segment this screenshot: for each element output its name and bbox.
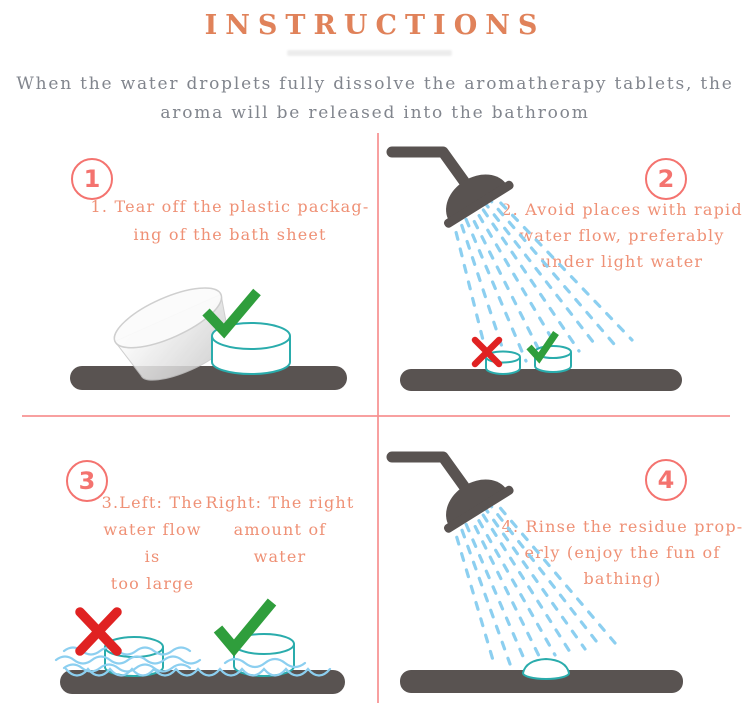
step-3-left-line-1: 3.Left: The	[101, 493, 204, 512]
subtitle-line-1: When the water droplets fully dissolve the aromatherapy tablets, the	[16, 74, 734, 94]
dissolving-tablet-icon	[523, 659, 569, 679]
step-3-illustration	[56, 602, 345, 694]
step-4-caption-line-2: erly (enjoy the fun of	[524, 543, 721, 562]
step-3-left-line-3: too large	[110, 574, 195, 593]
step-4-caption-line-3: bathing)	[583, 569, 662, 588]
step-4-caption-line-1: 4. Rinse the residue prop-	[501, 517, 744, 536]
step-3-right-line-3: water	[253, 547, 307, 566]
shelf-bar	[70, 366, 347, 390]
step-2-illustration	[392, 152, 682, 391]
step-2-caption-line-3: under light water	[540, 252, 704, 271]
step-3-number-badge: 3	[66, 460, 108, 502]
step-1-caption-line-1: 1. Tear off the plastic packag-	[90, 197, 370, 216]
step-2-caption-line-2: water flow, preferably	[519, 226, 725, 245]
page-title: INSTRUCTIONS	[204, 10, 546, 41]
step-4-illustration	[392, 457, 683, 693]
step-2-caption-line-1: 2. Avoid places with rapid	[501, 200, 743, 219]
step-3-left-line-2: water flow is	[103, 520, 202, 566]
step-1-number-badge: 1	[71, 158, 113, 200]
water-spray-icon	[452, 503, 615, 667]
subtitle-line-2: aroma will be released into the bathroom	[160, 103, 590, 123]
cross-icon	[80, 612, 117, 651]
shelf-bar	[400, 369, 682, 391]
step-3-right-line-2: amount of	[233, 520, 327, 539]
step-4-number-badge: 4	[645, 459, 687, 501]
step-1-caption-line-2: ing of the bath sheet	[133, 225, 327, 244]
step-2-number-badge: 2	[645, 158, 687, 200]
step-1-illustration	[70, 276, 347, 394]
step-3-right-line-1: Right: The right	[205, 493, 355, 512]
